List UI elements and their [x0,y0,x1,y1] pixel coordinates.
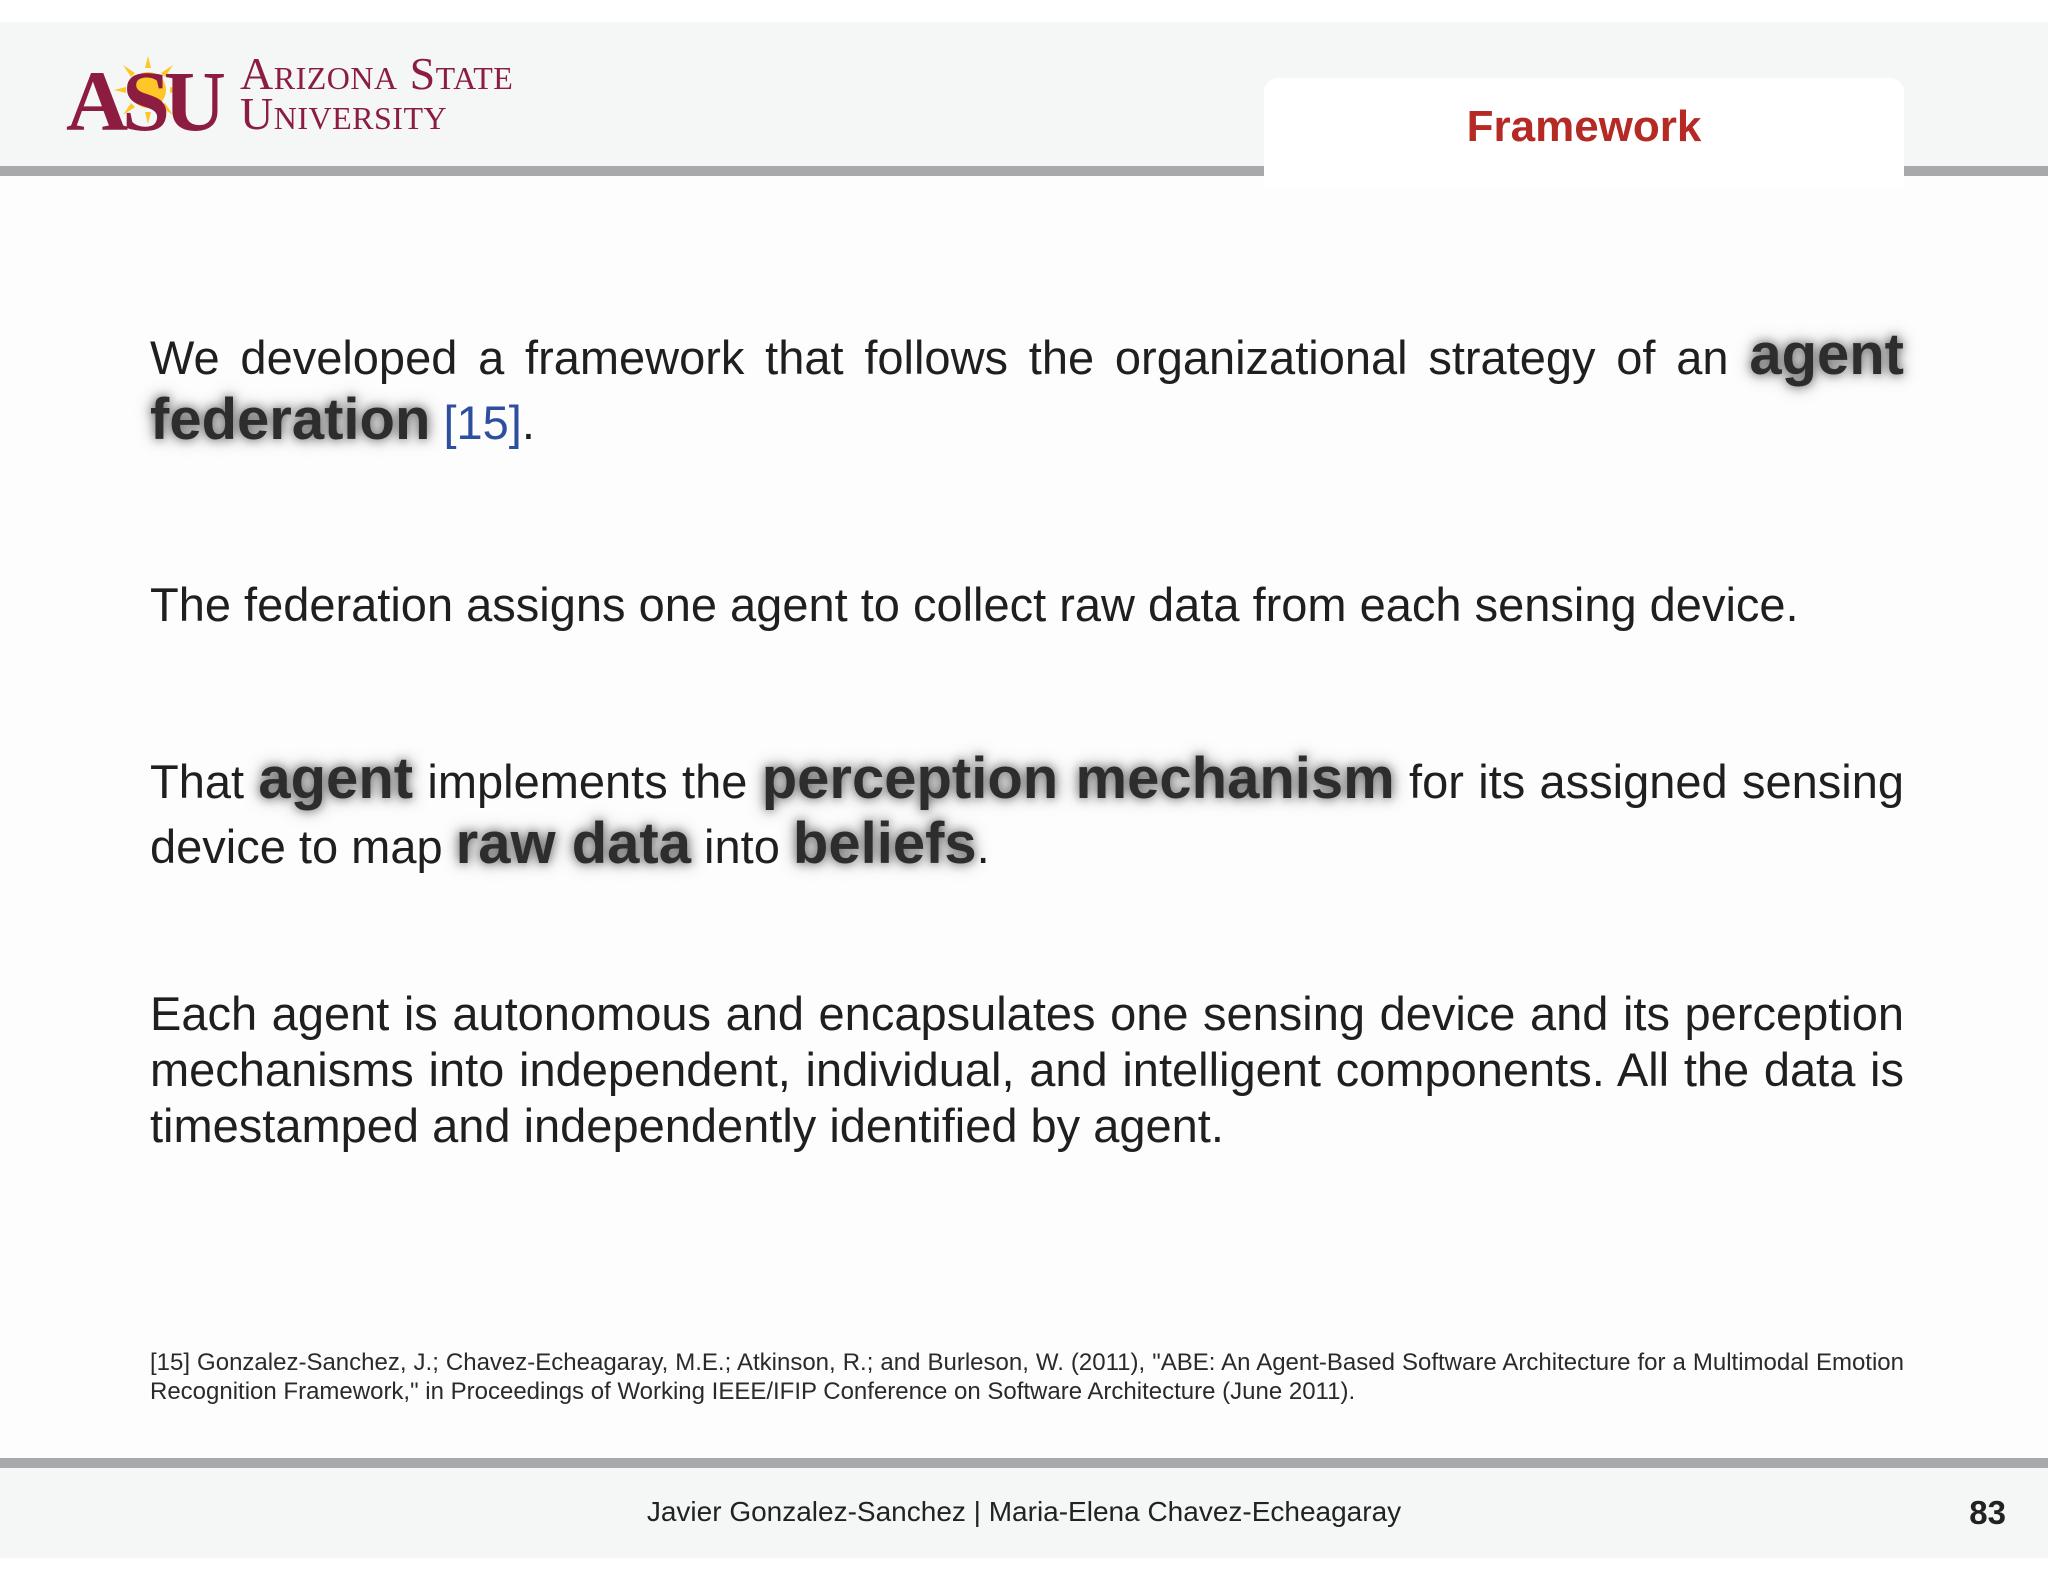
logo-line-1: Arizona State [240,48,514,99]
footer-authors: Javier Gonzalez-Sanchez | Maria-Elena Chavez-Echeagaray [646,1496,1402,1527]
text: That [150,755,259,808]
asu-logo [66,48,546,139]
paragraph-agent-federation [150,324,1904,454]
logo-mark-text: ASU [66,53,221,138]
text: We developed a framework that follows the organizational strategy of an [150,331,1750,384]
asu-sunburst-logo-mark [66,52,236,138]
reference-footnote: [15] Gonzalez-Sanchez, J.; Chavez-Echeagaray, M.E.; Atkinson, R.; and Burleson, W. (2011), "ABE: An Agent-Based Software Architecture for a Multimodal Emotion Recognition Framework," in Proceedings of Working IEEE/IFIP Conference on Software Architecture (June 2011). [150,1349,1904,1405]
text: into [691,820,793,873]
text: . [521,396,535,449]
highlight-beliefs: beliefs [792,811,977,876]
section-title: Framework [1466,102,1702,151]
text: for its assigned sensing device to map [150,755,1904,873]
highlight-perception-mechanism: perception mechanism [761,746,1395,811]
highlight-agent-federation: agent federation [150,322,1904,452]
text [430,396,443,449]
text: implements the [413,755,762,808]
highlight-raw-data: raw data [455,811,691,876]
highlight-agent: agent [258,746,414,811]
slide [0,22,2048,1558]
logo-line-2: University [240,88,448,139]
paragraph-perception [150,748,1904,878]
paragraph-federation-assigns: The federation assigns one agent to collect raw data from each sensing device. [150,578,1799,631]
footer-divider [0,1458,2048,1468]
citation-link[interactable]: [15] [443,396,522,449]
logo-wordmark [240,48,514,139]
text: . [976,820,990,873]
paragraph-autonomous-agents: Each agent is autonomous and encapsulates one sensing device and its perception mechanisms into independent, individual, and intelligent components. All the data is timestamped and independently identified by agent. [150,987,1904,1152]
page-number: 83 [1969,1494,2006,1531]
